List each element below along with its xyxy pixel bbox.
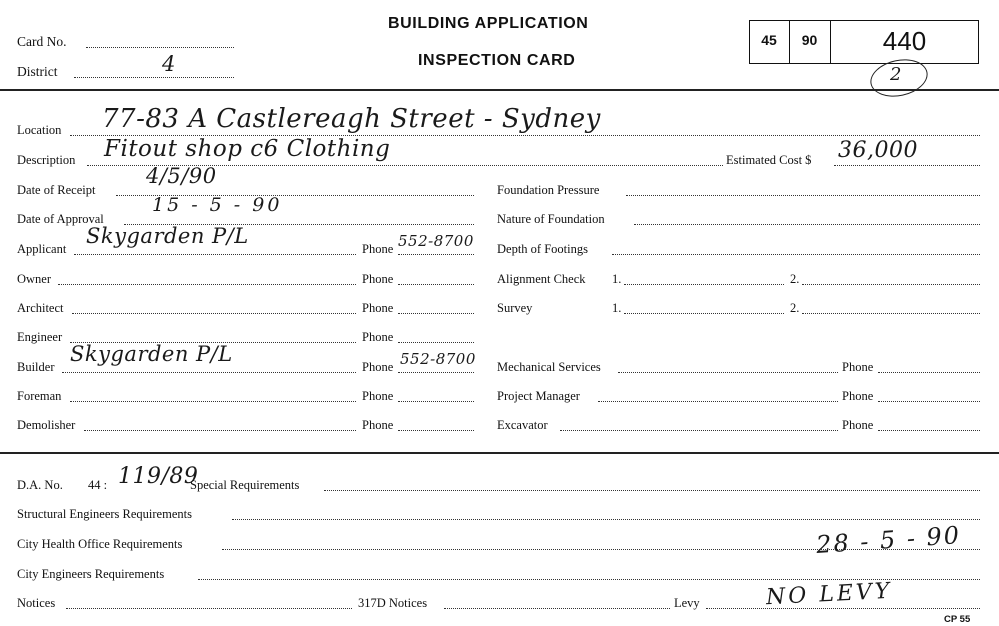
box-number: 440 (882, 26, 927, 56)
city-engineers-label: City Engineers Requirements (17, 567, 165, 581)
architect-line (72, 312, 356, 314)
builder-line (62, 371, 356, 373)
builder-phone-label: Phone (362, 360, 394, 374)
owner-line (58, 283, 356, 285)
da-prefix: 44 : (88, 478, 108, 492)
applicant-line (74, 253, 356, 255)
estimated-cost-label: Estimated Cost $ (726, 153, 812, 167)
notices-317-label: 317D Notices (358, 596, 428, 610)
alignment-check-label: Alignment Check (497, 272, 586, 286)
excavator-line (560, 429, 838, 431)
location-value: 77-83 A Castlereagh Street - Sydney (102, 104, 601, 134)
foreman-line (70, 400, 356, 402)
special-requirements-line (324, 489, 980, 491)
builder-value: Skygarden P/L (70, 342, 233, 366)
nature-foundation-label: Nature of Foundation (497, 212, 605, 226)
title-line2: INSPECTION CARD (418, 52, 576, 69)
da-value: 119/89 (118, 464, 199, 489)
engineer-phone-line (398, 341, 474, 343)
notices-317-line (444, 607, 670, 609)
project-manager-line (598, 400, 838, 402)
builder-label: Builder (17, 360, 55, 374)
applicant-label: Applicant (17, 242, 67, 256)
survey-num-2: 2. (790, 301, 800, 315)
architect-label: Architect (17, 301, 64, 315)
levy-line (706, 607, 980, 609)
applicant-value: Skygarden P/L (86, 224, 249, 248)
depth-footings-label: Depth of Footings (497, 242, 588, 256)
builder-phone-line (398, 371, 474, 373)
applicant-phone-label: Phone (362, 242, 394, 256)
engineer-label: Engineer (17, 330, 63, 344)
demolisher-phone-label: Phone (362, 418, 394, 432)
survey-label: Survey (497, 301, 533, 315)
date-approval-value: 15 - 5 - 90 (152, 194, 283, 216)
estimated-cost-value: 36,000 (838, 138, 918, 163)
demolisher-phone-line (398, 429, 474, 431)
circled-value: 2 (890, 64, 902, 85)
district-value: 4 (162, 52, 176, 76)
district-label: District (17, 64, 58, 79)
excavator-phone-line (878, 429, 980, 431)
foreman-phone-line (398, 400, 474, 402)
demolisher-line (84, 429, 356, 431)
owner-phone-line (398, 283, 474, 285)
mechanical-label: Mechanical Services (497, 360, 601, 374)
notices-label: Notices (17, 596, 56, 610)
alignment-line-2 (802, 283, 980, 285)
depth-footings-line (612, 253, 980, 255)
excavator-phone-label: Phone (842, 418, 874, 432)
foreman-phone-label: Phone (362, 389, 394, 403)
project-manager-label: Project Manager (497, 389, 580, 403)
mechanical-phone-label: Phone (842, 360, 874, 374)
project-manager-phone-line (878, 400, 980, 402)
alignment-num-2: 2. (790, 272, 800, 286)
description-label: Description (17, 153, 76, 167)
architect-phone-label: Phone (362, 301, 394, 315)
engineer-phone-label: Phone (362, 330, 394, 344)
survey-num-1: 1. (612, 301, 622, 315)
card-no-label: Card No. (17, 34, 67, 49)
owner-label: Owner (17, 272, 52, 286)
structural-line (232, 518, 980, 520)
builder-phone-value: 552-8700 (400, 350, 476, 368)
nature-foundation-line (634, 223, 980, 225)
divider-middle (0, 452, 999, 454)
project-manager-phone-label: Phone (842, 389, 874, 403)
date-receipt-value: 4/5/90 (146, 164, 217, 188)
card-no-line (86, 46, 234, 48)
divider-top (0, 89, 999, 91)
alignment-line-1 (624, 283, 784, 285)
levy-value: NO LEVY (765, 578, 893, 611)
mechanical-line (618, 371, 838, 373)
district-line (74, 76, 234, 78)
excavator-label: Excavator (497, 418, 548, 432)
form-code: CP 55 (944, 614, 971, 625)
applicant-phone-value: 552-8700 (398, 232, 474, 250)
da-label: D.A. No. (17, 478, 63, 492)
survey-line-2 (802, 312, 980, 314)
owner-phone-label: Phone (362, 272, 394, 286)
alignment-num-1: 1. (612, 272, 622, 286)
special-requirements-label: Special Requirements (190, 478, 300, 492)
foundation-pressure-line (626, 194, 980, 196)
foundation-pressure-label: Foundation Pressure (497, 183, 600, 197)
health-value: 28 - 5 - 90 (815, 520, 962, 560)
date-receipt-label: Date of Receipt (17, 183, 96, 197)
mechanical-phone-line (878, 371, 980, 373)
applicant-phone-line (398, 253, 474, 255)
structural-label: Structural Engineers Requirements (17, 507, 192, 521)
date-approval-label: Date of Approval (17, 212, 104, 226)
description-value: Fitout shop c6 Clothing (104, 136, 391, 162)
levy-label: Levy (674, 596, 700, 610)
title-line1: BUILDING APPLICATION (388, 15, 589, 32)
architect-phone-line (398, 312, 474, 314)
estimated-cost-line (834, 164, 980, 166)
notices-line (66, 607, 352, 609)
location-label: Location (17, 123, 62, 137)
survey-line-1 (624, 312, 784, 314)
demolisher-label: Demolisher (17, 418, 76, 432)
box-code-2: 90 (801, 32, 818, 48)
health-label: City Health Office Requirements (17, 537, 183, 551)
box-code-1: 45 (761, 32, 777, 48)
foreman-label: Foreman (17, 389, 62, 403)
